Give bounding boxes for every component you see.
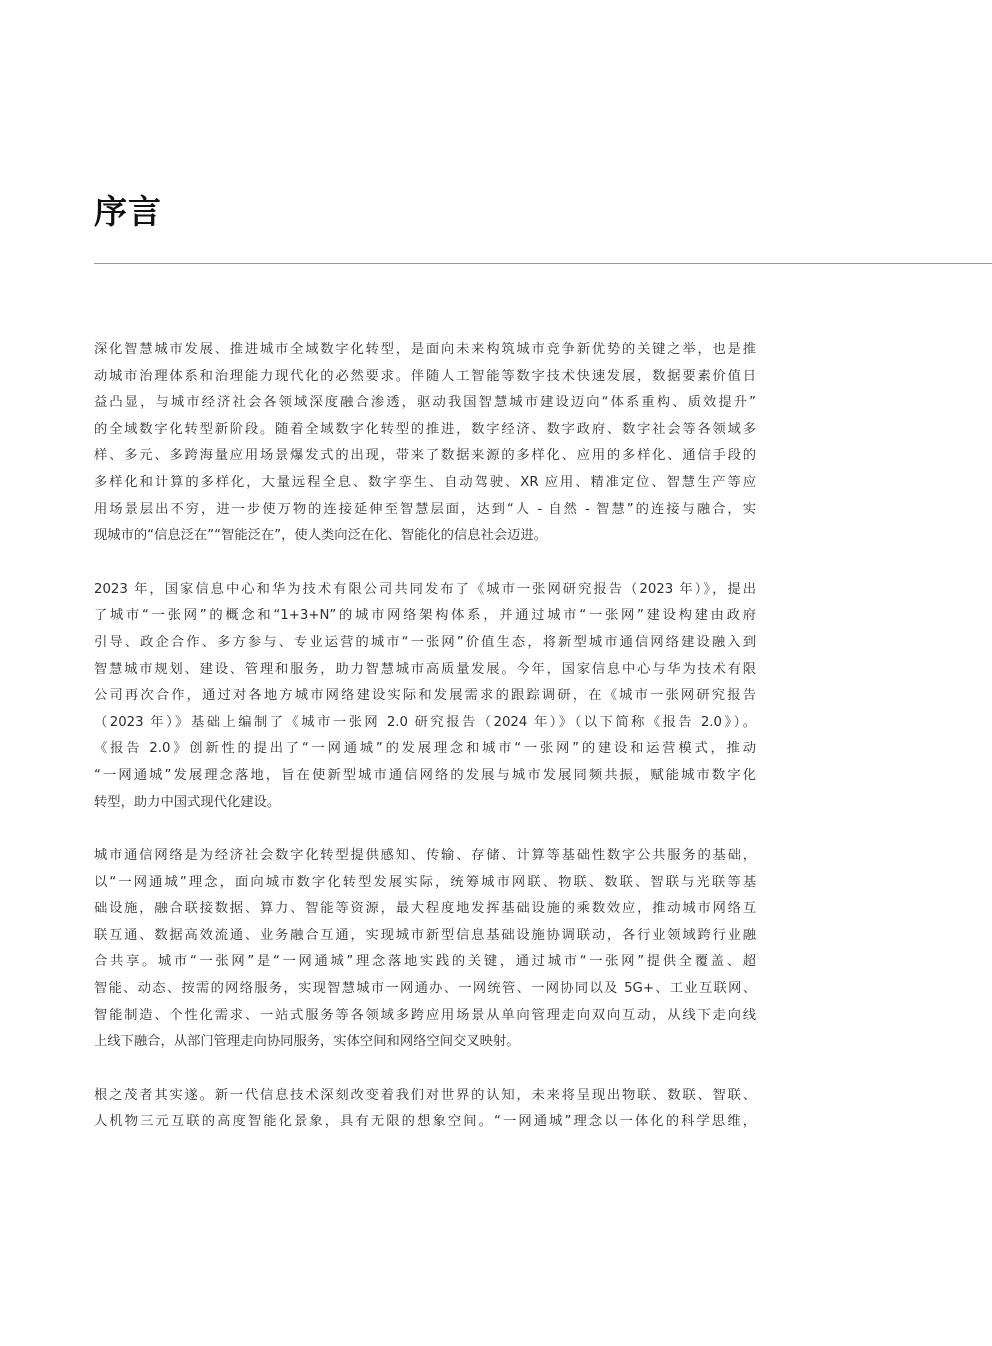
paragraph-3: [94, 843, 756, 1056]
text-line: 转型，助力中国式现代化建设。: [94, 794, 281, 810]
paragraph-4: [94, 1083, 756, 1136]
paragraph-1: [94, 337, 756, 550]
text-line: 深化智慧城市发展、推进城市全域数字化转型，是面向未来构筑城市竞争新优势的关键之举，也是推: [94, 342, 756, 357]
text-line: 根之茂者其实遂。新一代信息技术深刻改变着我们对世界的认知，未来将呈现出物联、数联、智联、: [94, 1087, 756, 1103]
text-line: 智能、动态、按需的网络服务，实现智慧城市一网通办、一网统管、一网协同以及 5G+、工业互联网、: [94, 981, 756, 997]
text-line: “一网通城”发展理念落地，旨在使新型城市通信网络的发展与城市发展同频共振，赋能城市数字化: [94, 767, 756, 783]
text-line: 益凸显，与城市经济社会各领域深度融合渗透，驱动我国智慧城市建设迈向“体系重构、质效提升”: [94, 395, 756, 411]
text-line: 公司再次合作，通过对各地方城市网络建设实际和发展需求的跟踪调研，在《城市一张网研究报告: [94, 688, 756, 704]
title-divider: [94, 263, 992, 264]
text-line: 现城市的“信息泛在”“智能泛在”，使人类向泛在化、智能化的信息社会迈进。: [94, 528, 548, 544]
text-line: 2023 年，国家信息中心和华为技术有限公司共同发布了《城市一张网研究报告（2023 年）》，提出: [94, 581, 756, 597]
text-line: 以“一网通城”理念，面向城市数字化转型发展实际，统筹城市网联、物联、数联、智联与光联等基: [94, 874, 756, 890]
text-line: 了城市“一张网”的概念和“1+3+N”的城市网络架构体系，并通过城市“一张网”建设构建由政府: [94, 608, 756, 624]
page-title: 序言: [94, 192, 162, 231]
text-line: （2023 年）》基础上编制了《城市一张网 2.0 研究报告（2024 年）》（以下简称《报告 2.0》）。: [94, 714, 756, 730]
text-line: 多样化和计算的多样化，大量远程全息、数字孪生、自动驾驶、XR 应用、精准定位、智慧生产等应: [94, 474, 756, 490]
text-line: 联互通、数据高效流通、业务融合互通，实现城市新型信息基础设施协调联动，各行业领域跨行业融: [94, 927, 756, 943]
text-line: 上线下融合，从部门管理走向协同服务，实体空间和网络空间交叉映射。: [94, 1034, 520, 1050]
text-line: 智能制造、个性化需求、一站式服务等各领域多跨应用场景从单向管理走向双向互动，从线下走向线: [94, 1007, 756, 1023]
paragraph-2: [94, 577, 756, 816]
body-text: [94, 337, 756, 1163]
text-line: 智慧城市规划、建设、管理和服务，助力智慧城市高质量发展。今年，国家信息中心与华为技术有限: [94, 661, 756, 677]
text-line: 城市通信网络是为经济社会数字化转型提供感知、传输、存储、计算等基础性数字公共服务的基础，: [94, 848, 756, 864]
text-line: 引导、政企合作、多方参与、专业运营的城市“一张网”价值生态，将新型城市通信网络建设融入到: [94, 634, 756, 650]
text-line: 用场景层出不穷，进一步使万物的连接延伸至智慧层面，达到“人 - 自然 - 智慧”的连接与融合，实: [94, 501, 756, 517]
text-line: 《报告 2.0》创新性的提出了“一网通城”的发展理念和城市“一张网”的建设和运营模式，推动: [94, 741, 756, 757]
text-line: 的全域数字化转型新阶段。随着全域数字化转型的推进，数字经济、数字政府、数字社会等各领域多: [94, 421, 756, 437]
text-line: 样、多元、多跨海量应用场景爆发式的出现，带来了数据来源的多样化、应用的多样化、通信手段的: [94, 448, 756, 464]
text-line: 人机物三元互联的高度智能化景象，具有无限的想象空间。“一网通城”理念以一体化的科学思维，: [94, 1114, 756, 1130]
text-line: 础设施，融合联接数据、算力、智能等资源，最大程度地发挥基础设施的乘数效应，推动城市网络互: [94, 901, 756, 917]
text-line: 动城市治理体系和治理能力现代化的必然要求。伴随人工智能等数字技术快速发展，数据要素价值日: [94, 368, 756, 384]
text-line: 合共享。城市“一张网”是“一网通城”理念落地实践的关键，通过城市“一张网”提供全覆盖、超: [94, 954, 756, 970]
